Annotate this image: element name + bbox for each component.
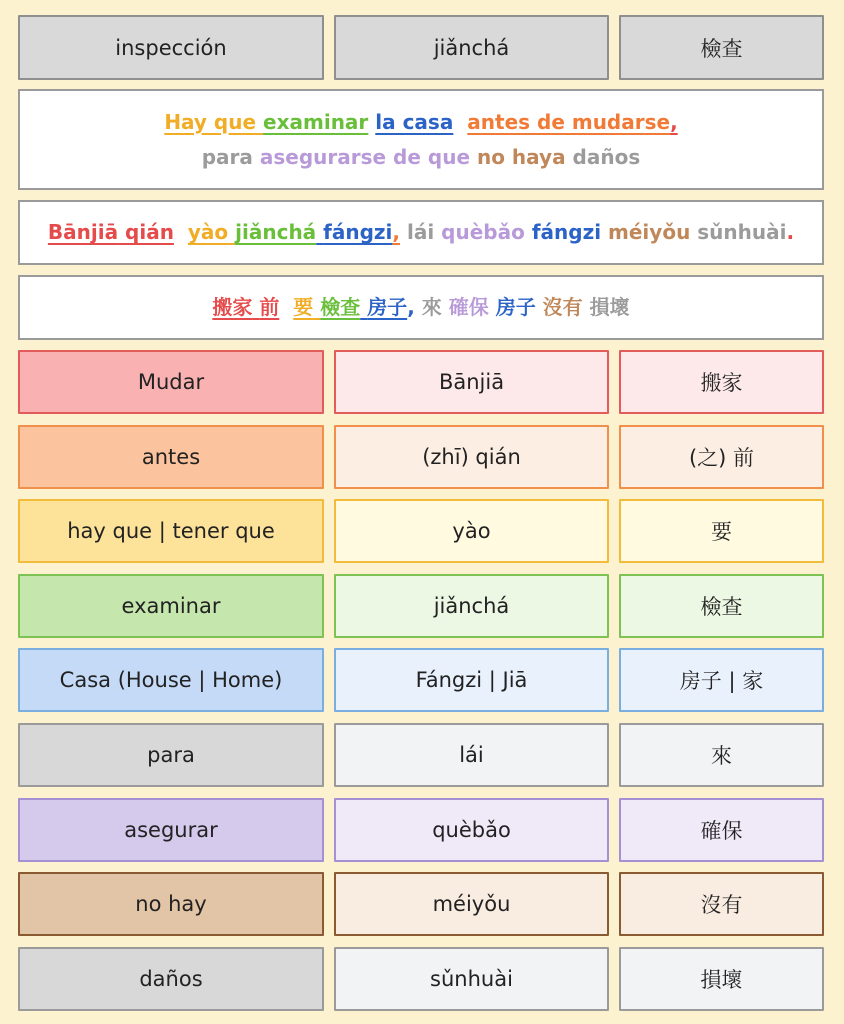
vocab-hanzi-card[interactable] bbox=[619, 499, 824, 563]
sentence-word: yào bbox=[187, 220, 229, 244]
vocab-hanzi-text: (之) 前 bbox=[688, 445, 755, 470]
vocab-hanzi-card[interactable] bbox=[619, 723, 824, 787]
vocab-pinyin-text: yào bbox=[452, 519, 491, 544]
sentence-word: 房子 bbox=[367, 295, 408, 319]
vocab-hanzi-card[interactable] bbox=[619, 350, 824, 414]
sentence-word: 檢查 bbox=[320, 295, 361, 319]
sentence-hanzi-box bbox=[18, 275, 824, 340]
vocab-hanzi-text: 沒有 bbox=[700, 893, 743, 918]
sentence-word: no haya bbox=[476, 144, 566, 169]
sentence-word: sǔnhuài bbox=[697, 220, 787, 244]
vocab-hanzi-text: 要 bbox=[711, 520, 732, 545]
sentence-spanish-box bbox=[18, 89, 824, 190]
vocab-pinyin-text: Bānjiā bbox=[438, 370, 505, 394]
sentence-word: fángzi bbox=[323, 220, 393, 244]
sentence-word bbox=[400, 220, 407, 244]
sentence-word: jiǎnchá bbox=[235, 220, 317, 244]
sentence-word: Bānjiā bbox=[47, 220, 119, 244]
vocab-pinyin-text: lái bbox=[459, 743, 484, 767]
header-spanish-card[interactable] bbox=[18, 15, 324, 80]
vocab-pinyin-text: jiǎnchá bbox=[433, 593, 510, 618]
sentence-word: 確保 bbox=[448, 295, 489, 319]
sentence-word: 要 bbox=[293, 295, 314, 319]
header-pinyin-card[interactable] bbox=[334, 15, 609, 80]
vocab-pinyin-card[interactable] bbox=[334, 574, 609, 638]
vocab-pinyin-card[interactable] bbox=[334, 425, 609, 489]
header-hanzi-card[interactable] bbox=[619, 15, 824, 80]
vocab-hanzi-text: 房子 | 家 bbox=[679, 669, 764, 694]
sentence-line bbox=[202, 140, 641, 175]
vocab-pinyin-card[interactable] bbox=[334, 947, 609, 1011]
vocab-hanzi-text: 搬家 bbox=[700, 371, 743, 395]
sentence-word: para bbox=[201, 144, 253, 169]
vocab-spanish-card[interactable] bbox=[18, 947, 324, 1011]
sentence-word: 房子 bbox=[495, 295, 536, 319]
vocab-pinyin-text: Fángzi | Jiā bbox=[415, 668, 528, 693]
sentence-word bbox=[583, 295, 590, 319]
sentence-word: daños bbox=[572, 144, 641, 169]
vocab-pinyin-text: sǔnhuài bbox=[430, 966, 513, 991]
vocab-pinyin-card[interactable] bbox=[334, 648, 609, 712]
sentence-word bbox=[174, 220, 188, 244]
vocab-spanish-card[interactable] bbox=[18, 798, 324, 862]
vocab-hanzi-text: 確保 bbox=[700, 818, 743, 843]
sentence-word: 前 bbox=[259, 295, 280, 319]
vocab-spanish-card[interactable] bbox=[18, 723, 324, 787]
vocab-pinyin-card[interactable] bbox=[334, 350, 609, 414]
sentence-word bbox=[470, 145, 477, 169]
vocab-hanzi-card[interactable] bbox=[619, 798, 824, 862]
vocab-spanish-text: no hay bbox=[135, 892, 207, 917]
vocab-pinyin-card[interactable] bbox=[334, 499, 609, 563]
vocab-hanzi-card[interactable] bbox=[619, 648, 824, 712]
vocab-hanzi-card[interactable] bbox=[619, 574, 824, 638]
vocab-spanish-text: antes bbox=[141, 444, 201, 469]
sentence-word: examinar bbox=[263, 109, 369, 134]
sentence-word: . bbox=[786, 220, 795, 244]
sentence-word bbox=[279, 295, 293, 319]
sentence-line bbox=[48, 215, 794, 250]
vocab-spanish-text: daños bbox=[139, 966, 203, 991]
vocab-spanish-card[interactable] bbox=[18, 872, 324, 936]
vocab-spanish-text: hay que | tener que bbox=[67, 519, 275, 544]
vocab-spanish-text: para bbox=[147, 743, 195, 767]
vocab-hanzi-text: 檢查 bbox=[700, 594, 743, 619]
vocab-pinyin-text: (zhī) qián bbox=[422, 444, 521, 469]
vocab-spanish-text: Casa (House | Home) bbox=[59, 668, 283, 693]
vocab-hanzi-text: 來 bbox=[711, 744, 732, 768]
sentence-word bbox=[442, 295, 449, 319]
vocab-pinyin-text: quèbǎo bbox=[432, 817, 511, 842]
sentence-word: antes de mudarse bbox=[467, 109, 671, 134]
sentence-word bbox=[453, 110, 467, 134]
sentence-word bbox=[253, 145, 260, 169]
sentence-word bbox=[536, 295, 543, 319]
sentence-line bbox=[212, 290, 629, 325]
vocab-pinyin-card[interactable] bbox=[334, 723, 609, 787]
sentence-pinyin-box bbox=[18, 200, 824, 265]
sentence-word: qián bbox=[125, 220, 174, 244]
sentence-word bbox=[118, 220, 125, 244]
sentence-word: lái bbox=[406, 220, 435, 244]
sentence-word bbox=[489, 295, 496, 319]
sentence-word: Hay que bbox=[164, 109, 257, 134]
vocab-spanish-card[interactable] bbox=[18, 350, 324, 414]
sentence-word: , bbox=[670, 109, 678, 134]
sentence-word: , bbox=[407, 295, 415, 319]
vocab-spanish-text: examinar bbox=[121, 593, 221, 618]
sentence-word: 搬家 bbox=[212, 295, 253, 319]
sentence-line bbox=[164, 105, 677, 140]
sentence-word: 來 bbox=[421, 295, 442, 319]
sentence-word bbox=[525, 220, 532, 244]
vocab-pinyin-card[interactable] bbox=[334, 872, 609, 936]
sentence-word: 損壞 bbox=[589, 295, 630, 319]
sentence-word: quèbǎo bbox=[441, 220, 525, 244]
vocab-hanzi-card[interactable] bbox=[619, 872, 824, 936]
sentence-word: , bbox=[392, 220, 401, 244]
vocab-spanish-card[interactable] bbox=[18, 648, 324, 712]
vocab-pinyin-text: méiyǒu bbox=[432, 892, 511, 917]
vocab-spanish-text: asegurar bbox=[124, 817, 218, 842]
vocab-spanish-text: Mudar bbox=[137, 370, 205, 394]
header-hanzi-text: 檢查 bbox=[700, 36, 743, 61]
vocab-pinyin-card[interactable] bbox=[334, 798, 609, 862]
vocab-spanish-card[interactable] bbox=[18, 574, 324, 638]
vocab-hanzi-text: 損壞 bbox=[700, 967, 743, 992]
sentence-word: méiyǒu bbox=[608, 220, 691, 244]
vocab-spanish-card[interactable] bbox=[18, 425, 324, 489]
sentence-word: 沒有 bbox=[542, 295, 583, 319]
sentence-word bbox=[566, 145, 573, 169]
vocab-hanzi-card[interactable] bbox=[619, 947, 824, 1011]
vocab-spanish-card[interactable] bbox=[18, 499, 324, 563]
sentence-word: fángzi bbox=[531, 220, 602, 244]
sentence-word: la casa bbox=[375, 109, 454, 134]
sentence-word bbox=[415, 295, 422, 319]
sentence-word bbox=[256, 110, 263, 134]
header-spanish-text: inspección bbox=[115, 35, 227, 60]
sentence-word: asegurarse de que bbox=[259, 144, 471, 169]
sentence-word bbox=[601, 220, 608, 244]
vocab-hanzi-card[interactable] bbox=[619, 425, 824, 489]
header-pinyin-text: jiǎnchá bbox=[433, 35, 510, 60]
